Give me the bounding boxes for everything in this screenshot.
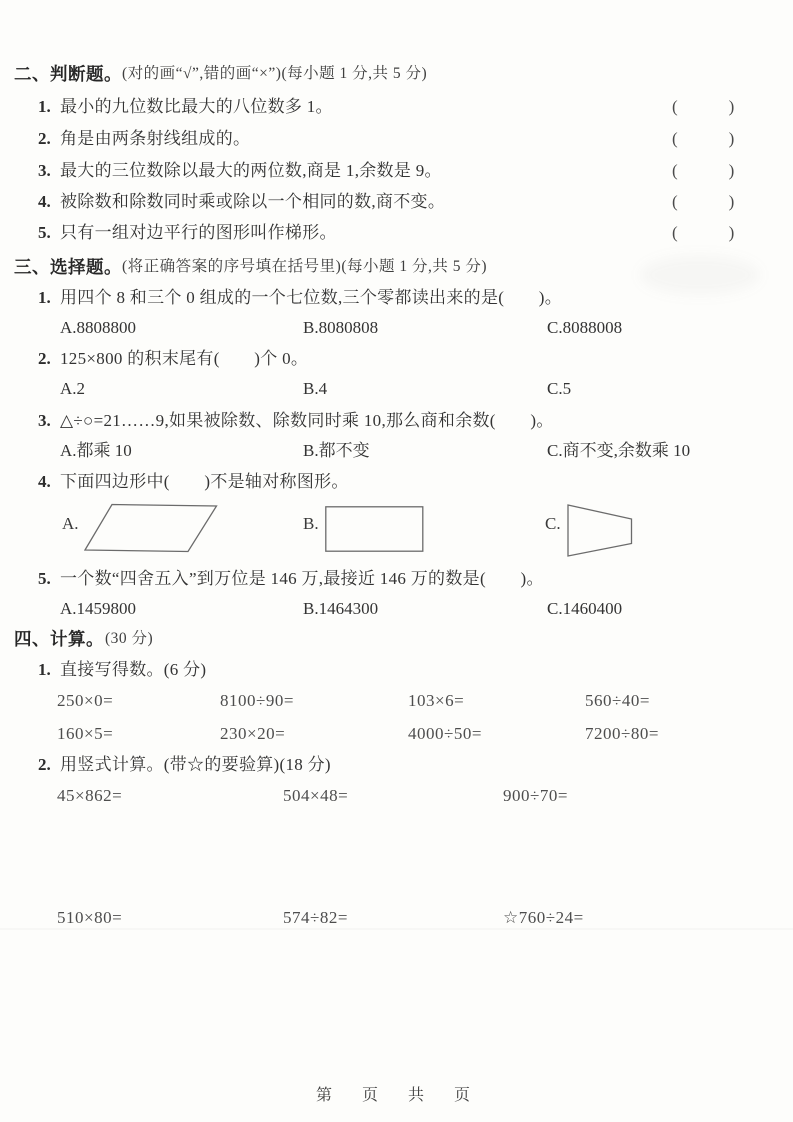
- option-c: C.5: [547, 379, 572, 398]
- question-text: 只有一组对边平行的图形叫作梯形。: [60, 223, 337, 242]
- equation: 7200÷80=: [585, 724, 659, 743]
- parallelogram-shape: [84, 503, 218, 553]
- question-number: 2.: [38, 129, 51, 148]
- option-c: C.1460400: [547, 599, 623, 618]
- question-text: 用四个 8 和三个 0 组成的一个七位数,三个零都读出来的是( )。: [60, 288, 563, 307]
- answer-bracket: ( ): [672, 97, 735, 116]
- equation: 510×80=: [57, 908, 123, 927]
- option-a: A.1459800: [60, 599, 137, 618]
- option-b: B.4: [303, 379, 328, 398]
- calc-section-note: (30 分): [105, 630, 154, 647]
- question-text: 被除数和除数同时乘或除以一个相同的数,商不变。: [60, 192, 446, 211]
- question-text: 下面四边形中( )不是轴对称图形。: [60, 472, 349, 491]
- trapezoid-shape: [567, 503, 633, 558]
- question-text: 一个数“四舍五入”到万位是 146 万,最接近 146 万的数是( )。: [60, 569, 544, 588]
- equation: 230×20=: [220, 724, 286, 743]
- equation: 160×5=: [57, 724, 114, 743]
- question-number: 4.: [38, 472, 51, 491]
- question-number: 5.: [38, 569, 51, 588]
- question-number: 1.: [38, 97, 51, 116]
- option-b: B.8080808: [303, 318, 379, 337]
- answer-bracket: ( ): [672, 223, 735, 242]
- shape-label-b: B.: [303, 514, 319, 533]
- scan-bleedthrough-smudge: [640, 255, 760, 295]
- rectangle-shape: [325, 506, 424, 552]
- shape-label-c: C.: [545, 514, 561, 533]
- equation: 574÷82=: [283, 908, 348, 927]
- question-number: 4.: [38, 192, 51, 211]
- equation: 8100÷90=: [220, 691, 294, 710]
- option-c: C.8088008: [547, 318, 623, 337]
- option-b: B.1464300: [303, 599, 379, 618]
- judge-section-title: 二、判断题。: [14, 64, 122, 84]
- scan-artifact-line: [0, 928, 793, 930]
- equation: 504×48=: [283, 786, 349, 805]
- question-text: △÷○=21……9,如果被除数、除数同时乘 10,那么商和余数( )。: [60, 411, 554, 430]
- question-text: 角是由两条射线组成的。: [60, 129, 251, 148]
- option-a: A.8808800: [60, 318, 137, 337]
- subsection-number: 2.: [38, 755, 51, 774]
- equation: 103×6=: [408, 691, 465, 710]
- equation: 560÷40=: [585, 691, 650, 710]
- equation: 900÷70=: [503, 786, 568, 805]
- answer-bracket: ( ): [672, 192, 735, 211]
- question-text: 最大的三位数除以最大的两位数,商是 1,余数是 9。: [60, 161, 442, 180]
- option-b: B.都不变: [303, 441, 370, 460]
- choice-section-title: 三、选择题。: [14, 257, 122, 277]
- option-c: C.商不变,余数乘 10: [547, 441, 691, 460]
- equation: 250×0=: [57, 691, 114, 710]
- subsection-text: 用竖式计算。(带☆的要验算)(18 分): [60, 755, 331, 774]
- option-a: A.2: [60, 379, 86, 398]
- calc-section-title: 四、计算。: [14, 629, 104, 649]
- question-text: 最小的九位数比最大的八位数多 1。: [60, 97, 333, 116]
- equation: ☆760÷24=: [503, 908, 584, 927]
- question-number: 5.: [38, 223, 51, 242]
- choice-section-note: (将正确答案的序号填在括号里)(每小题 1 分,共 5 分): [122, 258, 488, 275]
- option-a: A.都乘 10: [60, 441, 132, 460]
- question-text: 125×800 的积末尾有( )个 0。: [60, 349, 309, 368]
- equation: 4000÷50=: [408, 724, 482, 743]
- page-footer: 第 页 共 页: [315, 1087, 477, 1104]
- shape-label-a: A.: [62, 514, 79, 533]
- judge-section-note: (对的画“√”,错的画“×”)(每小题 1 分,共 5 分): [122, 65, 428, 82]
- question-number: 3.: [38, 161, 51, 180]
- subsection-number: 1.: [38, 660, 51, 679]
- subsection-text: 直接写得数。(6 分): [60, 660, 207, 679]
- question-number: 1.: [38, 288, 51, 307]
- question-number: 3.: [38, 411, 51, 430]
- question-number: 2.: [38, 349, 51, 368]
- answer-bracket: ( ): [672, 129, 735, 148]
- equation: 45×862=: [57, 786, 123, 805]
- answer-bracket: ( ): [672, 161, 735, 180]
